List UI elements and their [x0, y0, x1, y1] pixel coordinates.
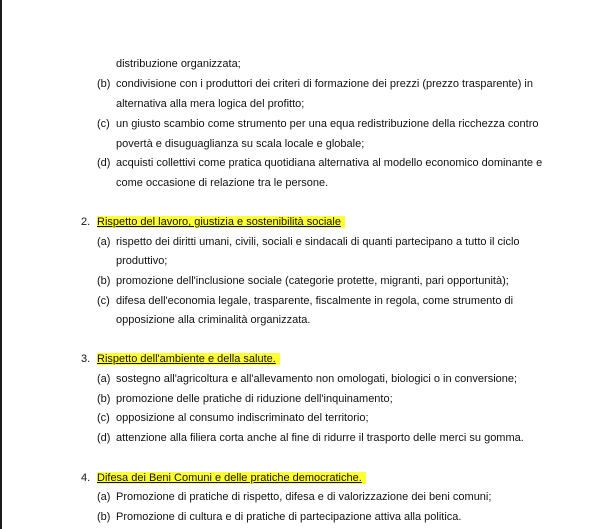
section-heading	[97, 215, 345, 229]
list-item-text: produttivo;	[116, 255, 168, 267]
list-item-text: Promozione di cultura e di pratiche di partecipazione attiva alla politica.	[116, 511, 462, 523]
list-item-label: (c)	[97, 118, 110, 130]
list-item-text: promozione dell'inclusione sociale (categorie protette, migranti, pari opportunità);	[116, 275, 509, 287]
section-title: Rispetto dell'ambiente e della salute.	[97, 353, 280, 365]
list-item-text: alternativa alla mera logica del profitto;	[116, 98, 305, 110]
section-heading	[97, 352, 280, 366]
section-title: Rispetto del lavoro, giustizia e sostenibilità sociale	[97, 216, 345, 228]
section-number: 2.	[81, 216, 91, 228]
list-item-text: difesa dell'economia legale, trasparente, fiscalmente in regola, come strumento di	[116, 295, 514, 307]
list-item-label: (c)	[97, 412, 110, 424]
list-item-label: (d)	[97, 157, 111, 169]
list-item-text: promozione delle pratiche di riduzione dell'inquinamento;	[116, 393, 393, 405]
list-item-text: rispetto dei diritti umani, civili, sociali e sindacali di quanti partecipano a tutto il ciclo	[116, 236, 520, 248]
list-item-label: (b)	[97, 511, 111, 523]
list-item-label: (b)	[97, 393, 111, 405]
section-number: 3.	[81, 353, 91, 365]
list-item-text: opposizione alla criminalità organizzata.	[116, 314, 311, 326]
list-item-text: un giusto scambio come strumento per una equa redistribuzione della ricchezza contro	[116, 118, 539, 130]
list-item-label: (a)	[97, 491, 111, 503]
list-item-label: (b)	[97, 78, 111, 90]
list-item-text: attenzione alla filiera corta anche al fine di ridurre il trasporto delle merci su gomma.	[116, 432, 524, 444]
section-title: Difesa dei Beni Comuni e delle pratiche democratiche.	[97, 472, 366, 484]
list-item-text: povertà e disuguaglianza su scala locale e globale;	[116, 138, 365, 150]
list-item-text: Promozione di pratiche di rispetto, difesa e di valorizzazione dei beni comuni;	[116, 491, 492, 503]
list-item-text: sostegno all'agricoltura e all'allevamento non omologati, biologici o in conversione;	[116, 373, 518, 385]
list-item-label: (a)	[97, 236, 111, 248]
list-item-text: opposizione al consumo indiscriminato del territorio;	[116, 412, 369, 424]
list-item-text: distribuzione organizzata;	[116, 58, 241, 70]
section-heading	[97, 471, 366, 485]
list-item-label: (b)	[97, 275, 111, 287]
section-number: 4.	[81, 472, 91, 484]
list-item-label: (d)	[97, 432, 111, 444]
list-item-label: (c)	[97, 295, 110, 307]
list-item-label: (a)	[97, 373, 111, 385]
list-item-text: acquisti collettivi come pratica quotidiana alternativa al modello economico dominante e	[116, 157, 543, 169]
list-item-text: come occasione di relazione tra le persone.	[116, 177, 329, 189]
list-item-text: condivisione con i produttori dei criteri di formazione dei prezzi (prezzo trasparente) in	[116, 78, 533, 90]
